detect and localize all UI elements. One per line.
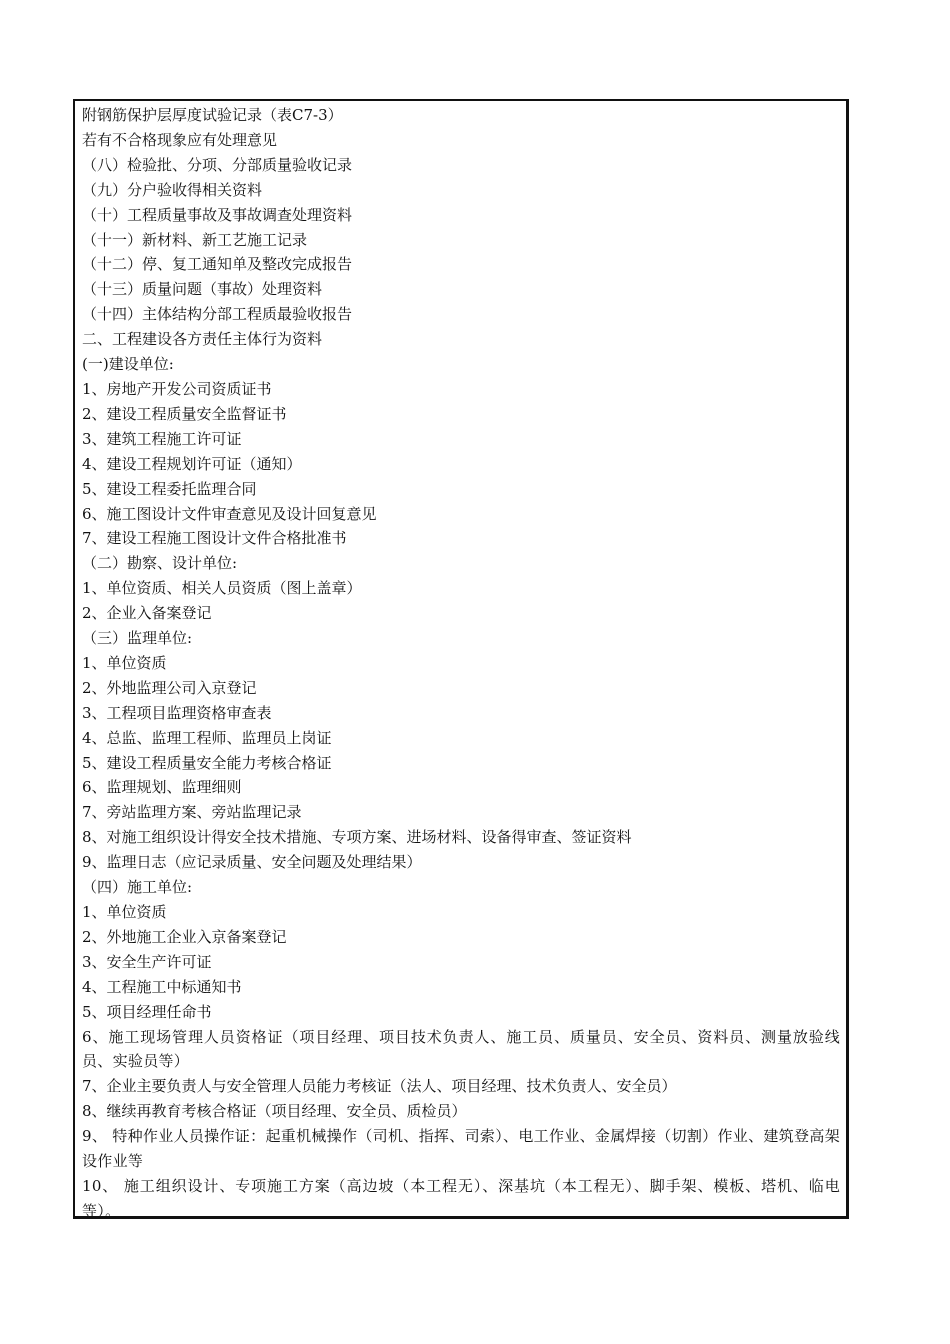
list-item: 6、监理规划、监理细则 xyxy=(82,778,242,797)
list-item: 7、旁站监理方案、旁站监理记录 xyxy=(82,803,302,822)
list-item: 1、单位资质 xyxy=(82,903,167,921)
list-item: 2、企业入备案登记 xyxy=(82,604,212,623)
list-item: 2、外地施工企业入京备案登记 xyxy=(82,927,287,946)
subsection-heading: （四）施工单位: xyxy=(82,878,193,897)
list-item: 9、监理日志（应记录质量、安全问题及处理结果） xyxy=(82,853,422,872)
text-line: （十四）主体结构分部工程质最验收报告 xyxy=(82,305,353,324)
list-item: 4、总监、监理工程师、监理员上岗证 xyxy=(82,728,332,747)
list-item: 2、外地监理公司入京登记 xyxy=(82,678,257,697)
list-item-wrapped: 9、 特种作业人员操作证：起重机械操作（司机、指挥、司索）、电工作业、金属焊接（切割）作业、建筑登高架设作业等 xyxy=(82,1127,840,1171)
list-item: 3、建筑工程施工许可证 xyxy=(82,429,242,448)
list-item: 3、安全生产许可证 xyxy=(82,952,212,971)
list-item: 4、工程施工中标通知书 xyxy=(82,977,242,996)
list-item: 7、企业主要负责人与安全管理人员能力考核证（法人、项目经理、技术负责人、安全员） xyxy=(82,1077,677,1096)
list-item: 1、单位资质、相关人员资质（图上盖章） xyxy=(82,579,362,598)
list-item-wrapped: 10、 施工组织设计、专项施工方案（高边坡（本工程无）、深基坑（本工程无）、脚手架、模板、塔机、临电等）。 xyxy=(82,1176,840,1220)
list-item: 5、建设工程委托监理合同 xyxy=(82,479,257,498)
list-item: 8、对施工组织设计得安全技术措施、专项方案、进场材料、设备得审查、签证资料 xyxy=(82,828,632,847)
subsection-heading: （三）监理单位: xyxy=(82,629,193,648)
list-item: 3、工程项目监理资格审查表 xyxy=(82,703,272,722)
list-item-wrapped: 6、施工现场管理人员资格证（项目经理、项目技术负责人、施工员、质量员、安全员、资料员、测量放验线员、实验员等） xyxy=(82,1027,840,1071)
subsection-heading: (一)建设单位: xyxy=(82,355,174,374)
text-line: 若有不合格现象应有处理意见 xyxy=(82,130,278,149)
list-item: 7、建设工程施工图设计文件合格批准书 xyxy=(82,529,347,548)
list-item: 1、房地产开发公司资质证书 xyxy=(82,379,272,398)
text-line: （十二）停、复工通知单及整改完成报告 xyxy=(82,255,353,274)
list-item: 5、项目经理任命书 xyxy=(82,1002,212,1021)
text-line: 附钢筋保护层厚度试验记录（表C7-3） xyxy=(82,106,343,124)
list-item: 8、继续再教育考核合格证（项目经理、安全员、质检员） xyxy=(82,1102,467,1121)
section-heading: 二、工程建设各方责任主体行为资料 xyxy=(82,330,323,349)
text-line: （十一）新材料、新工艺施工记录 xyxy=(82,230,308,249)
text-line: （十）工程质量事故及事故调查处理资料 xyxy=(82,205,353,224)
text-line: （十三）质量问题（事故）处理资料 xyxy=(82,280,323,299)
list-item: 5、建设工程质量安全能力考核合格证 xyxy=(82,753,332,772)
bordered-content-box xyxy=(73,99,849,1219)
text-line: （九）分户验收得相关资料 xyxy=(82,180,263,199)
text-line: （八）检验批、分项、分部质量验收记录 xyxy=(82,155,353,174)
subsection-heading: （二）勘察、设计单位: xyxy=(82,554,238,573)
list-item: 6、施工图设计文件审查意见及设计回复意见 xyxy=(82,504,377,523)
list-item: 1、单位资质 xyxy=(82,653,167,672)
list-item: 4、建设工程规划许可证（通知） xyxy=(82,454,302,473)
list-item: 2、建设工程质量安全监督证书 xyxy=(82,404,287,423)
